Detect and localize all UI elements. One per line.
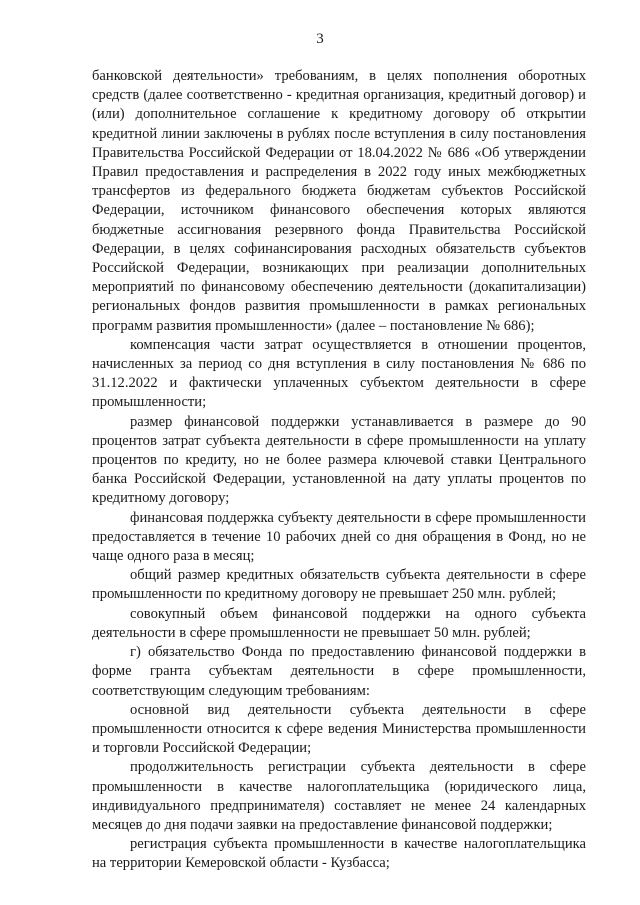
paragraph-credit-limit: общий размер кредитных обязательств субъекта деятельности в сфере промышленности по кредитному договору не превышает 250 млн. рублей;: [92, 567, 586, 603]
paragraph-grant-obligation: г) обязательство Фонда по предоставлению финансовой поддержки в форме гранта субъектам деятельности в сфере промышленности, соответствующим следующим требованиям:: [92, 644, 586, 699]
paragraph-registration-duration: продолжительность регистрации субъекта деятельности в сфере промышленности в качестве налогоплательщика (юридического лица, индивидуального предпринимателя) составляет не менее 24 календарных месяцев до дня подачи заявки на предоставление финансовой поддержки;: [92, 759, 586, 833]
paragraph-support-size: размер финансовой поддержки устанавливается в размере до 90 процентов затрат субъекта деятельности в сфере промышленности на уплату процентов по кредиту, но не более размера ключевой ставки Центрального банка Российской Федерации, установленной на дату уплаты процентов по кредитному договору;: [92, 413, 586, 507]
paragraph-continuation: банковской деятельности» требованиям, в целях пополнения оборотных средств (далее соответственно - кредитная организация, кредитный договор) и (или) дополнительное соглашение к кредитному договору об открытии кредитной линии заключены в рублях после вступления в силу постановления Правительства Российской Федерации от 18.04.2022 № 686 «Об утверждении Правил предоставления и распределения в 2022 году иных межбюджетных трансфертов из федерального бюджета бюджетам субъектов Российской Федерации, источником финансового обеспечения которых являются бюджетные ассигнования резервного фонда Правительства Российской Федерации, в целях софинансирования расходных обязательств субъектов Российской Федерации, возникающих при реализации дополнительных мероприятий по финансовому обеспечению деятельности (докапитализации) региональных фондов развития промышленности в рамках региональных программ развития промышленности» (далее – постановление № 686);: [92, 68, 586, 334]
paragraph-activity-type: основной вид деятельности субъекта деятельности в сфере промышленности относится к сфере ведения Министерства промышленности и торговли Российской Федерации;: [92, 701, 586, 757]
document-body: [92, 67, 586, 874]
paragraph-interest-compensation: компенсация части затрат осуществляется в отношении процентов, начисленных за период со дня вступления в силу постановления № 686 по 31.12.2022 и фактически уплаченных субъектом деятельности в сфере промышленности;: [92, 336, 586, 411]
paragraph-registration-territory: регистрация субъекта промышленности в качестве налогоплательщика на территории Кемеровской области - Кузбасса;: [92, 836, 586, 872]
page-number: 3: [316, 31, 324, 47]
paragraph-total-support: совокупный объем финансовой поддержки на одного субъекта деятельности в сфере промышленности не превышает 50 млн. рублей;: [92, 605, 586, 641]
paragraph-support-timing: финансовая поддержка субъекту деятельности в сфере промышленности предоставляется в течение 10 рабочих дней со дня обращения в Фонд, но не чаще одного раза в месяц;: [92, 509, 586, 565]
